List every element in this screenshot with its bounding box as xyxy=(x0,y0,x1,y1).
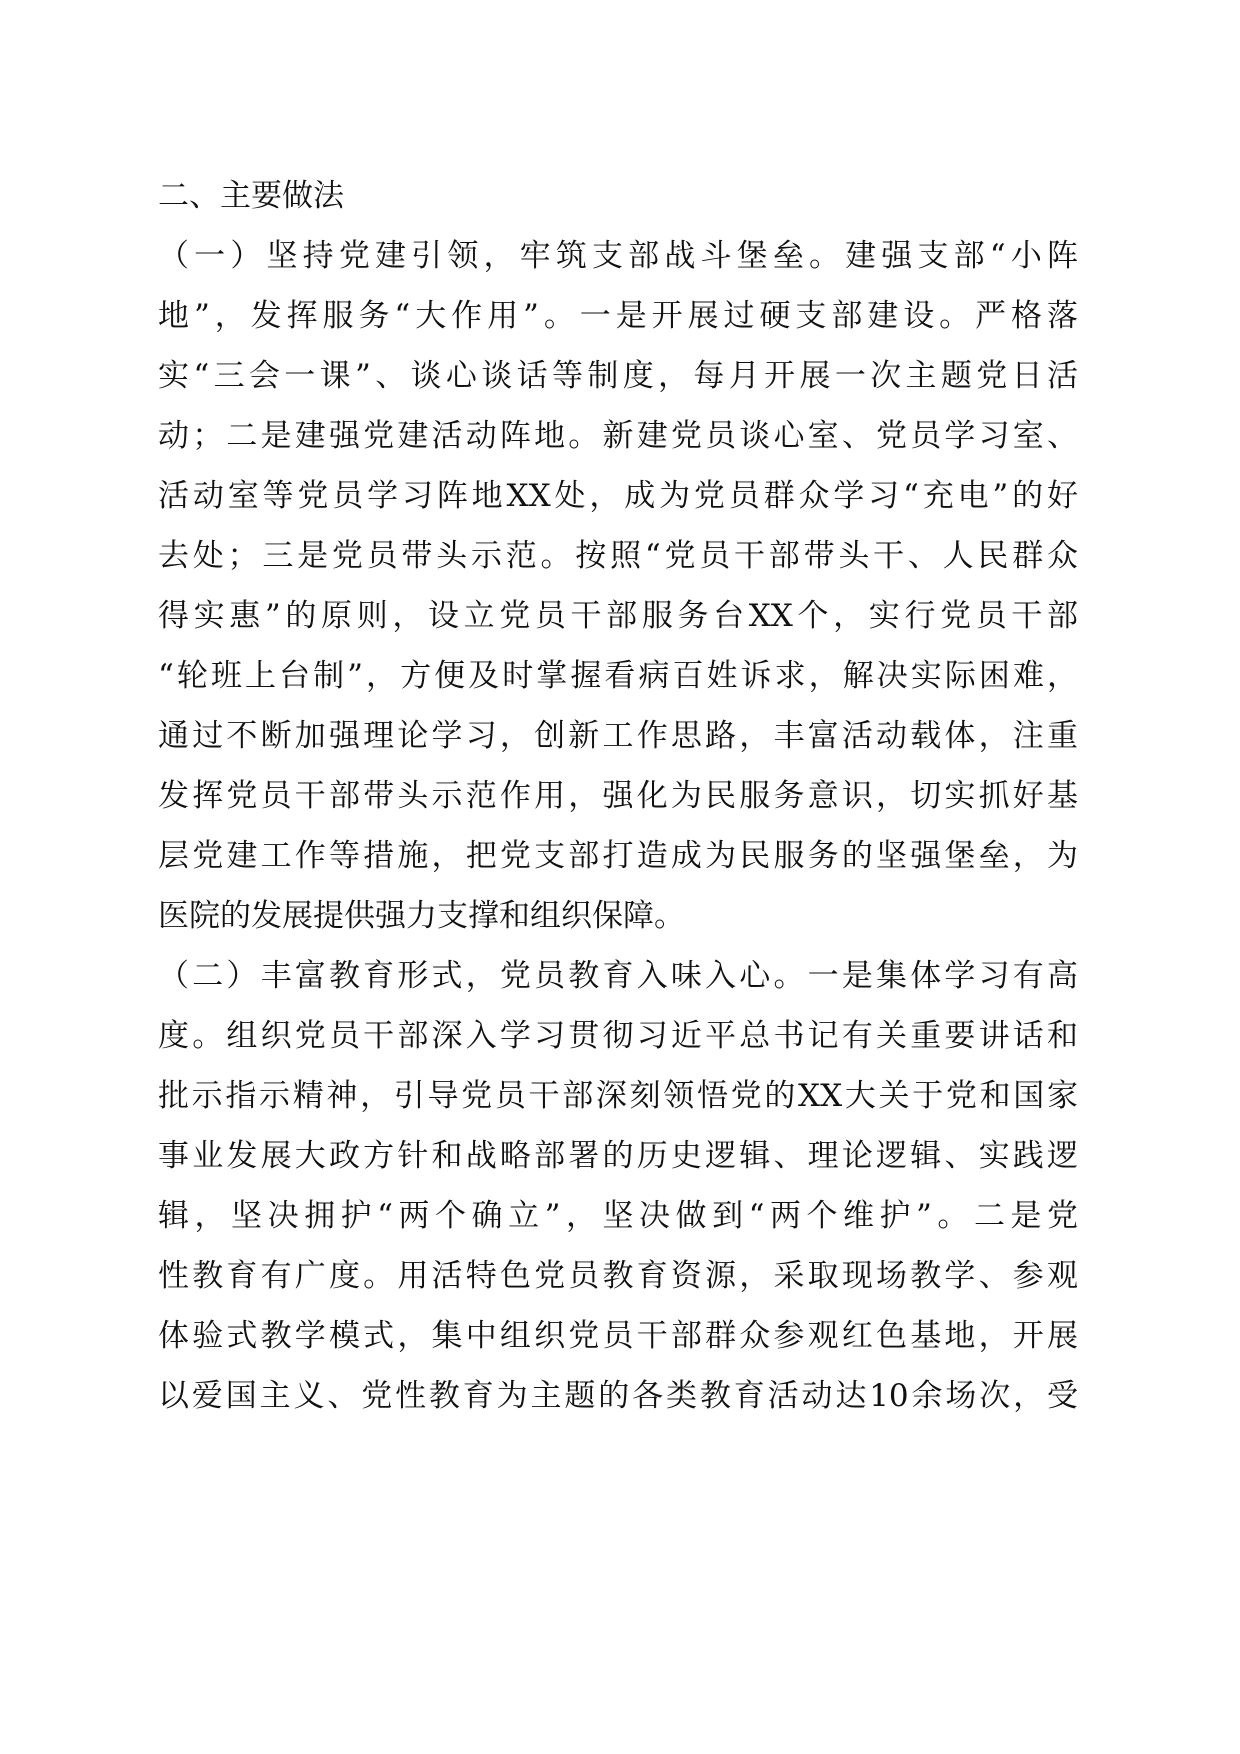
paragraph-2-line: 性教育有广度。用活特色党员教育资源，采取现场教学、参观 xyxy=(158,1258,1078,1294)
paragraph-1-line: 得实惠”的原则，设立党员干部服务台XX个，实行党员干部 xyxy=(158,598,1078,634)
paragraph-1-line: “轮班上台制”，方便及时掌握看病百姓诉求，解决实际困难， xyxy=(158,658,1078,694)
paragraph-2-line: 事业发展大政方针和战略部署的历史逻辑、理论逻辑、实践逻 xyxy=(158,1138,1078,1174)
paragraph-1-line: 地”，发挥服务“大作用”。一是开展过硬支部建设。严格落 xyxy=(158,298,1078,334)
section-heading: 二、主要做法 xyxy=(158,178,344,214)
paragraph-1-line: （一）坚持党建引领，牢筑支部战斗堡垒。建强支部“小阵 xyxy=(158,238,1078,274)
paragraph-1-line: 通过不断加强理论学习，创新工作思路，丰富活动载体，注重 xyxy=(158,718,1078,754)
paragraph-1-line: 动；二是建强党建活动阵地。新建党员谈心室、党员学习室、 xyxy=(158,418,1078,454)
paragraph-2-line: 以爱国主义、党性教育为主题的各类教育活动达10余场次，受 xyxy=(158,1378,1078,1414)
paragraph-1-line: 医院的发展提供强力支撑和组织保障。 xyxy=(158,898,685,934)
paragraph-2-line: 批示指示精神，引导党员干部深刻领悟党的XX大关于党和国家 xyxy=(158,1078,1078,1114)
paragraph-1-line: 活动室等党员学习阵地XX处，成为党员群众学习“充电”的好 xyxy=(158,478,1078,514)
paragraph-1-line: 实“三会一课”、谈心谈话等制度，每月开展一次主题党日活 xyxy=(158,358,1078,394)
paragraph-2-line: （二）丰富教育形式，党员教育入味入心。一是集体学习有高 xyxy=(158,958,1078,994)
paragraph-2-line: 体验式教学模式，集中组织党员干部群众参观红色基地，开展 xyxy=(158,1318,1078,1354)
paragraph-2-line: 辑，坚决拥护“两个确立”，坚决做到“两个维护”。二是党 xyxy=(158,1198,1078,1234)
paragraph-2-line: 度。组织党员干部深入学习贯彻习近平总书记有关重要讲话和 xyxy=(158,1018,1078,1054)
paragraph-1-line: 去处；三是党员带头示范。按照“党员干部带头干、人民群众 xyxy=(158,538,1078,574)
paragraph-1-line: 发挥党员干部带头示范作用，强化为民服务意识，切实抓好基 xyxy=(158,778,1078,814)
paragraph-1-line: 层党建工作等措施，把党支部打造成为民服务的坚强堡垒，为 xyxy=(158,838,1078,874)
